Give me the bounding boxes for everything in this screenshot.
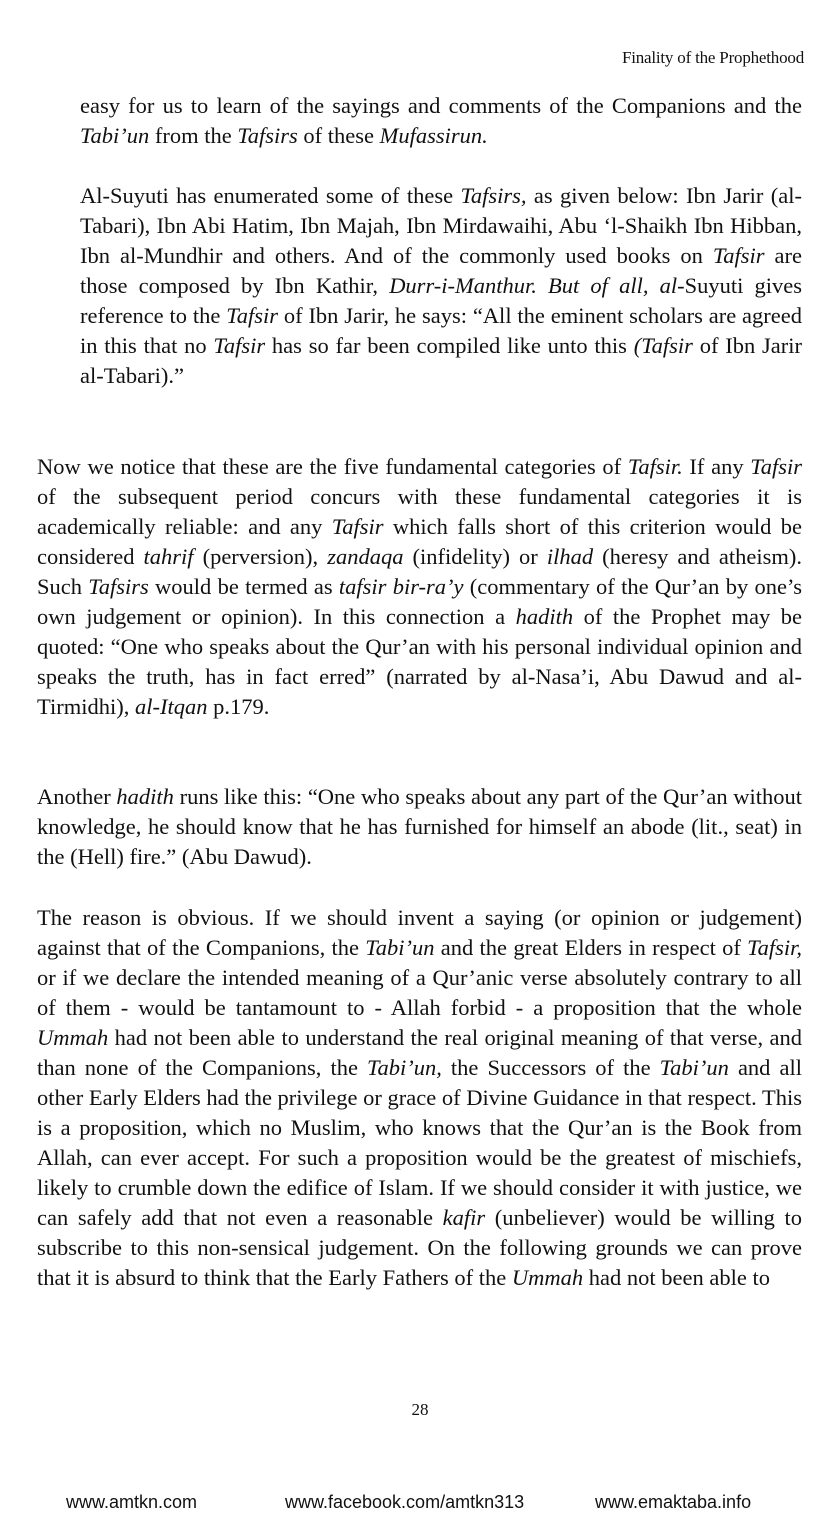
text-run: Al-Suyuti has enumerated some of these <box>80 183 461 208</box>
italic-term: Tabi’un <box>659 1055 729 1080</box>
footer-link-amtkn[interactable]: www.amtkn.com <box>66 1492 198 1512</box>
italic-term: zandaqa <box>327 544 404 569</box>
italic-term: Tafsir. <box>627 454 683 479</box>
italic-term: Tafsir <box>226 303 278 328</box>
italic-term: Tafsir <box>213 333 266 358</box>
text-run: and the great Elders in respect of <box>434 935 748 960</box>
text-run: had not been able to understand the real original meaning of that verse, and than none of the Companions, the <box>37 1025 802 1080</box>
italic-term: Tafsirs <box>88 574 149 599</box>
text-run: (unbeliever) would be willing to subscribe to this non-sensical judgement. On the following grounds we can prove that it is absurd to think that the Early Fathers of the <box>37 1205 802 1290</box>
italic-term: al-Itqan <box>134 694 208 719</box>
italic-term: Tafsir <box>712 243 765 268</box>
text-run: are those composed by Ibn Kathir, <box>80 243 802 298</box>
text-run: which falls short of this criterion would be considered <box>37 514 802 569</box>
text-run: of the Prophet may be quoted: “One who speaks about the Qur’an with his personal individual opinion and speaks the truth, has in fact erred” (narrated by al-Nasa’i, Abu Dawud and al-Tirmidhi), <box>37 604 802 719</box>
text-run: would be termed as <box>148 574 339 599</box>
text-run: The reason is obvious. If we should invent a saying (or opinion or judgement) against that of the Companions, the <box>37 905 802 960</box>
text-run: Now we notice that these are the five fundamental categories of <box>37 454 628 479</box>
text-run: and all other Early Elders had the privilege or grace of Divine Guidance in that respect. This is a proposition, which no Muslim, who knows that the Qur’an is the Book from Allah, can ever accept. For such a proposition would be the greatest of mischiefs, likely to crumble down the edifice of Islam. If we should consider it with justice, we can safely add that not even a reasonable <box>37 1055 802 1230</box>
text-run: of the subsequent period concurs with these fundamental categories it is academically reliable: and any <box>37 484 802 539</box>
running-head: Finality of the Prophethood <box>621 48 804 67</box>
italic-term: hadith <box>515 604 574 629</box>
italic-term: Tafsir, <box>747 935 802 960</box>
italic-term: Tafsirs <box>237 123 298 148</box>
italic-term: tahrif <box>143 544 194 569</box>
paragraph-5 <box>37 903 802 1293</box>
text-run: easy for us to learn of the sayings and comments of the Companions and the <box>80 93 802 118</box>
italic-term: Tabi’un <box>365 935 435 960</box>
italic-term: Ummah <box>511 1265 584 1290</box>
text-run: Suyuti gives reference to the <box>80 273 803 328</box>
italic-term: Tafsir <box>750 454 802 479</box>
text-run: (commentary of the Qur’an by one’s own judgement or opinion). In this connection a <box>37 574 802 629</box>
text-run: or if we declare the intended meaning of a Qur’anic verse absolutely contrary to all of them - would be tantamount to - Allah forbid - a proposition that the whole <box>37 965 802 1020</box>
italic-term: kafir <box>442 1205 486 1230</box>
text-run: runs like this: “One who speaks about any part of the Qur’an without knowledge, he should know that he has furnished for himself an abode (lit., seat) in the (Hell) fire.” (Abu Dawud). <box>37 784 803 869</box>
text-run: (perversion), <box>193 544 328 569</box>
text-run: (infidelity) or <box>403 544 547 569</box>
text-run: of these <box>297 123 380 148</box>
italic-term: tafsir bir-ra’y <box>338 574 464 599</box>
italic-term: (Tafsir <box>633 333 693 358</box>
paragraph-4 <box>37 782 802 872</box>
text-run: of Ibn Jarir al-Tabari).” <box>80 333 803 388</box>
paragraph-3 <box>37 452 802 722</box>
text-run: has so far been compiled like unto this <box>265 333 634 358</box>
text-run: If any <box>682 454 751 479</box>
footer-link-emaktaba[interactable]: www.emaktaba.info <box>595 1492 752 1512</box>
paragraph-2 <box>80 181 802 391</box>
footer-link-facebook[interactable]: www.facebook.com/amtkn313 <box>285 1492 525 1512</box>
italic-term: ilhad <box>546 544 594 569</box>
italic-term: Tabi’un, <box>367 1055 442 1080</box>
text-run: of Ibn Jarir, he says: “All the eminent scholars are agreed in this that no <box>80 303 802 358</box>
text-run: had not been able to <box>583 1265 770 1290</box>
text-run: Another <box>37 784 117 809</box>
text-run: (heresy and atheism). Such <box>37 544 803 599</box>
italic-term: Mufassirun. <box>379 123 488 148</box>
text-run: as given below: Ibn Jarir (al-Tabari), Ibn Abi Hatim, Ibn Majah, Ibn Mirdawaihi, Abu ‘l-Shaikh Ibn Hibban, Ibn al-Mundhir and others. And of the commonly used books on <box>80 183 802 268</box>
italic-term: Tafsirs, <box>460 183 527 208</box>
page-number: 28 <box>411 1400 429 1419</box>
italic-term: Tabi’un <box>80 123 150 148</box>
text-run: the Successors of the <box>441 1055 660 1080</box>
italic-term: Durr-i-Manthur. But of all, al- <box>389 273 685 298</box>
italic-term: hadith <box>116 784 174 809</box>
text-run: from the <box>149 123 238 148</box>
text-run: p.179. <box>207 694 270 719</box>
italic-term: Tafsir <box>331 514 384 539</box>
paragraph-1 <box>80 91 802 151</box>
italic-term: Ummah <box>37 1025 109 1050</box>
